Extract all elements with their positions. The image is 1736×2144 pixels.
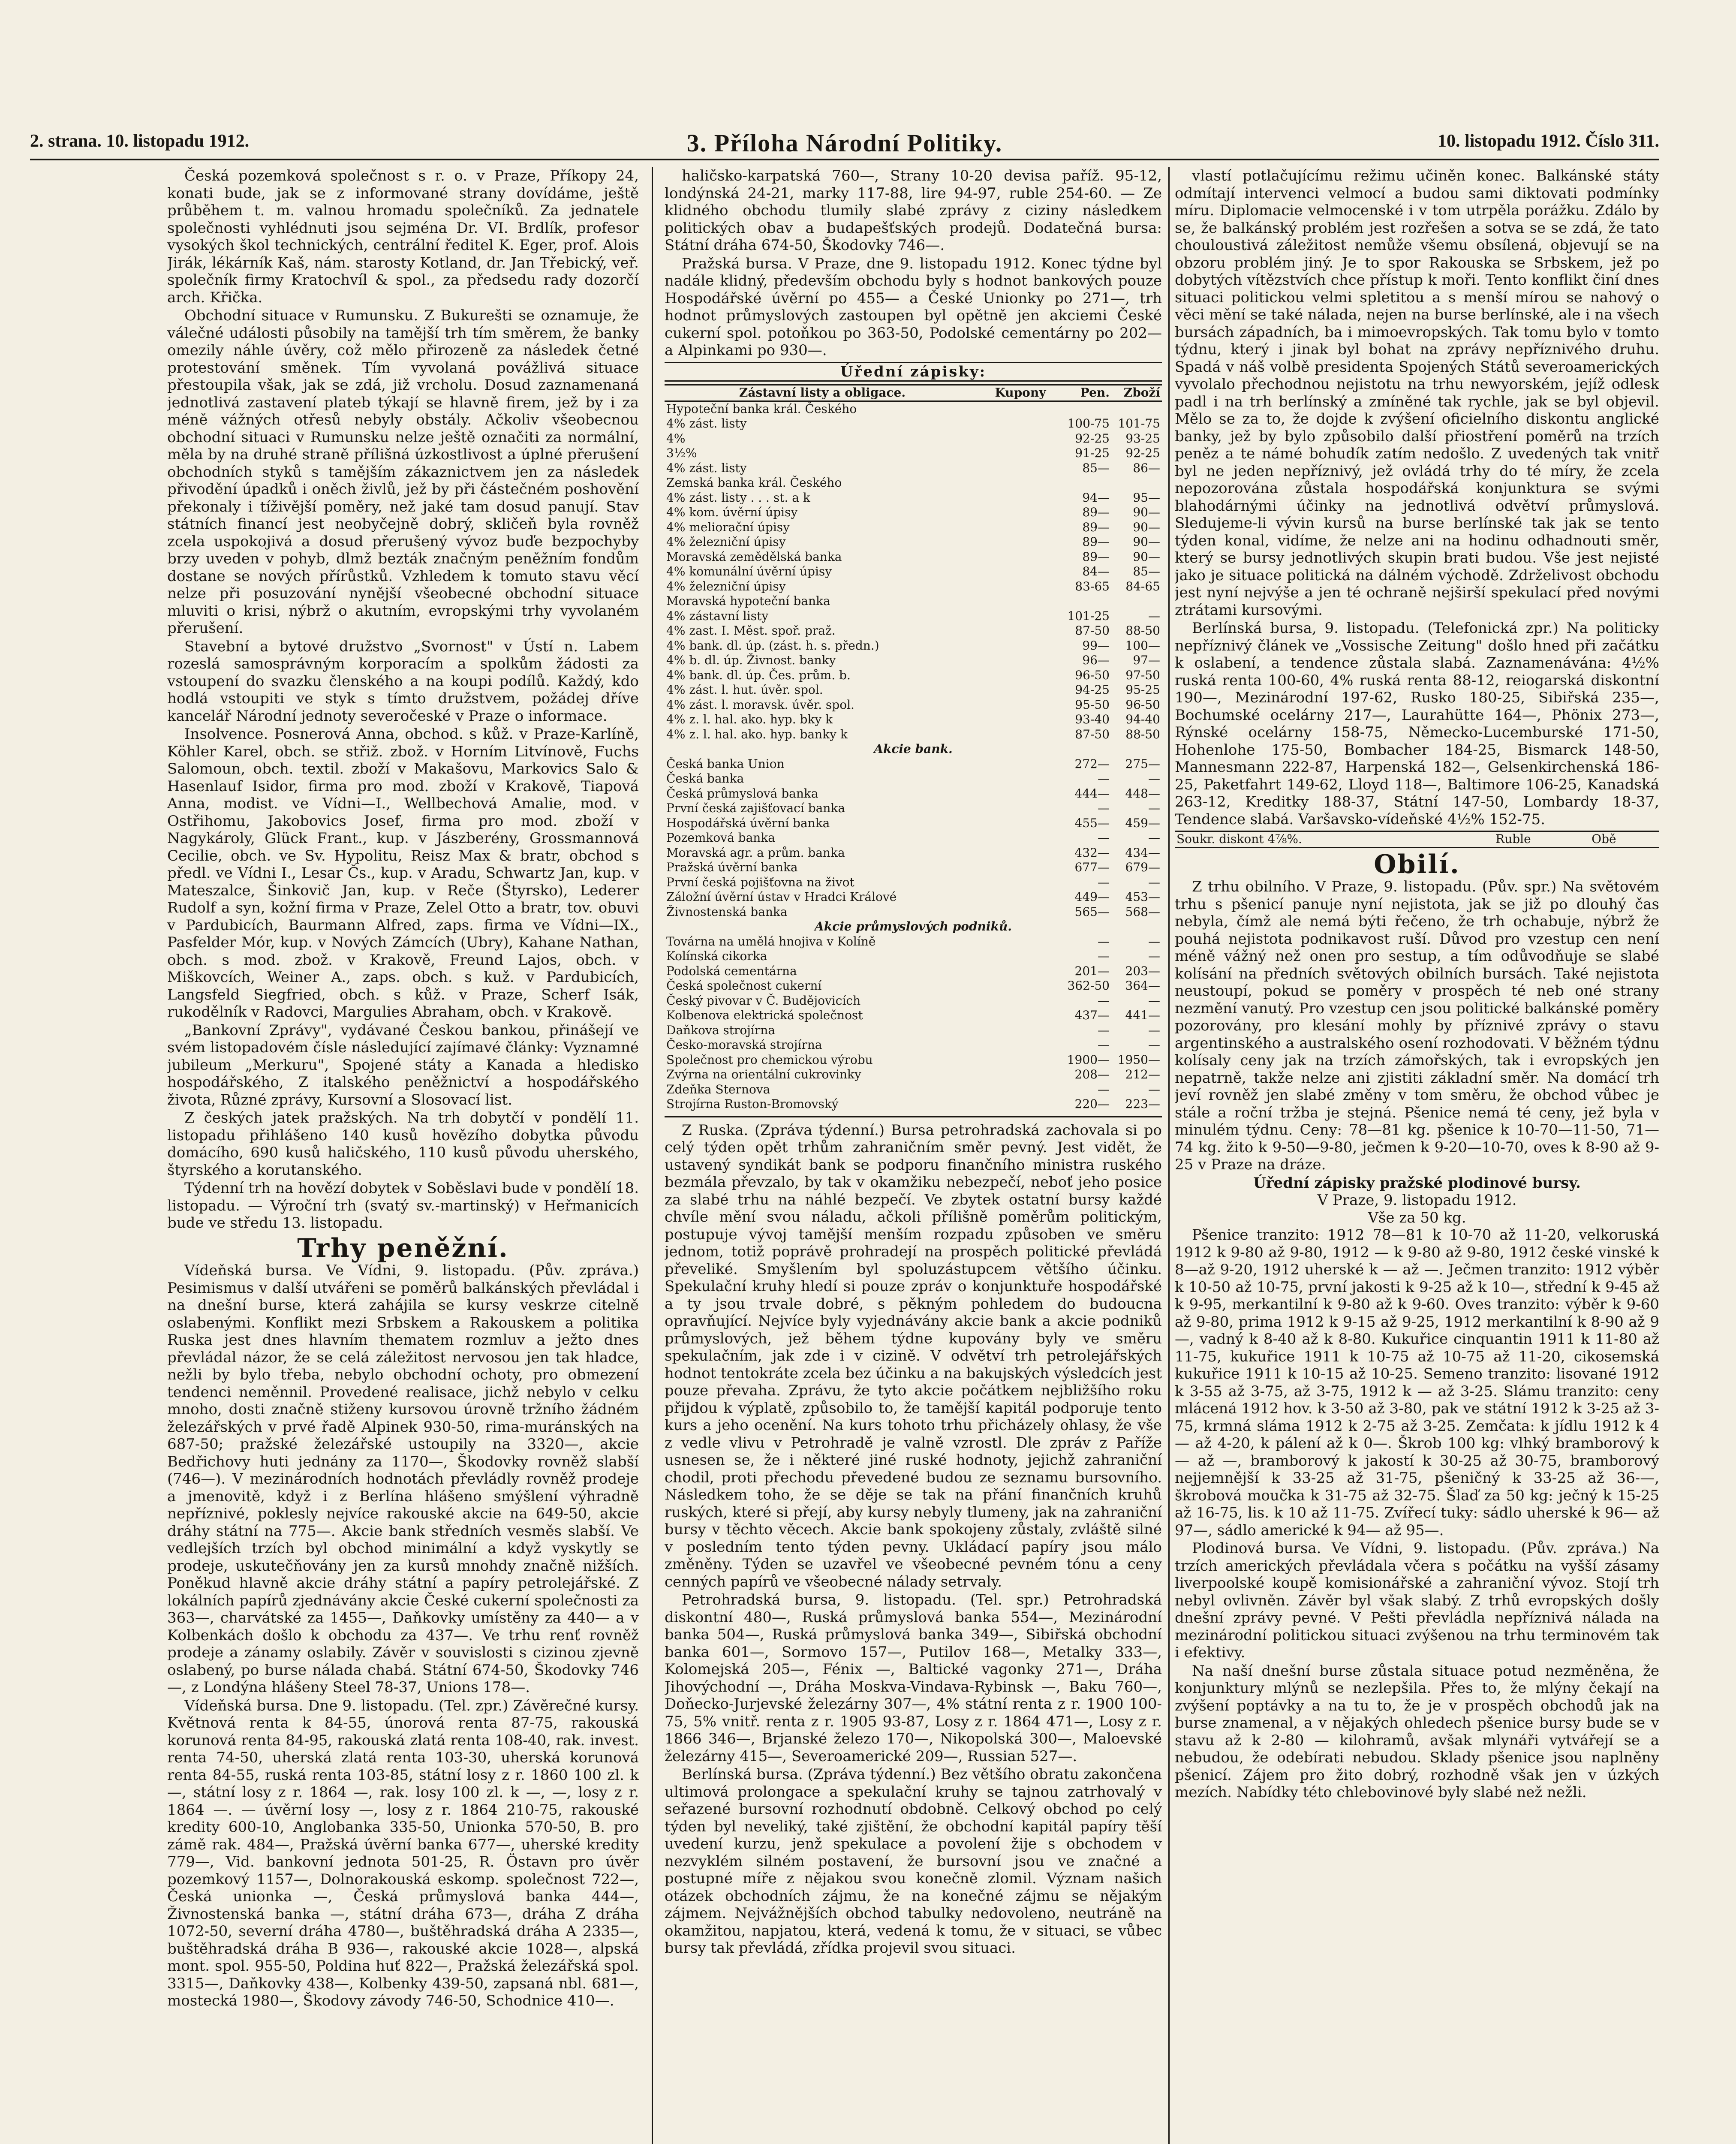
row-goods: 97-50 [1125,668,1160,682]
row-goods: 97— [1133,653,1160,667]
quotes-table-header [665,385,1162,401]
row-goods: 88-50 [1125,623,1160,638]
row-goods: 90— [1133,505,1160,519]
row-money: 432— [1074,845,1110,860]
header-bonds: Zástavní listy a obligace. [665,385,980,401]
row-name: 4% zást. l. moravsk. úvěr. spol. [666,697,854,712]
row-coupon [980,979,1061,994]
row-goods: — [1148,949,1160,963]
table-row [665,1053,1162,1068]
row-money: 362-50 [1067,979,1110,993]
row-money: 87-50 [1075,623,1110,638]
group-industrial-shares: Akcie průmyslových podniků. [814,919,1012,933]
table-row [665,1067,1162,1082]
row-goods: 96-50 [1125,697,1160,712]
article-vienna-bourse-report: Vídeňská bursa. Ve Vídni, 9. listopadu. (Pův. zpráva.) Pesimismus v další utvářeni se poměrů balkánských převládal i na dnešní burse, která zahájila se kursy veskrze citelně oslabenými. Konflikt mezi Srbskem a Rakouskem a politika Ruska jest dnes hlavním thematem rozmluv a ježto dnes převládal názor, že se celá záležitost nervosou jen tak hladce, nežli by bylo třeba, nebylo obchodní ochoty, pro obmezení tendenci neměnnil. Provedené realisace, jichž nebylo v celku mnoho, dosti značně stiženy kursovou úrovně tržního žádném železářských v prvé řadě Alpinek 930-50, rima-muránských na 687-50; pražské železářské ustoupily na 3320—, akcie Bedřichovy huti jednány za 1170—, Škodovky rovněž slabší (746—). V mezinárodních hodnotách převládly rovněž prodeje a jmenovitě, když i z Berlína hlášeno smýšlení výhradně nepříznivé, poklesly nejvíce rakouské akcie na 649-50, akcie dráhy státní na 775—. Akcie bank středních vesměs slabší. Ve vedlejších trzích byl obchod minimální a když vyskytly se prodeje, uskutečňovány jen za kursů mnohdy značně nižších. Poněkud hlavně akcie dráhy státní a papíry petrolejářské. Z lokálních papírů zjednávány akcie České cukerní společnosti za 363—, charvátské za 1455—, Daňkovky umístěny za 440— a v Kolbenkách došlo k obchodu za 437—. Ve trhu renť rovněž prodeje a zánamy oslabily. Závěr v souvislosti s cizinou zjevně oslabený, po burse nálada chabá. Státní 674-50, Škodovky 746—, z Londýna hlášeny Steel 78-37, Unions 178—. [167,1262,639,1696]
row-goods: 100— [1125,638,1160,653]
row-name: Česká banka Union [666,756,785,771]
row-money [1061,401,1111,416]
row-name: 4% zást. listy [666,461,747,475]
row-name: Český pivovar v Č. Budějovicích [666,993,861,1008]
row-money: — [1098,993,1110,1008]
row-name: Zvýrna na orientální cukrovinky [666,1067,861,1081]
table-row [665,668,1162,683]
row-name: 4% komunální úvěrní úpisy [666,564,832,578]
row-goods: 441— [1125,1008,1160,1022]
row-goods: 90— [1133,549,1160,564]
row-coupon [980,1067,1061,1082]
table-row [665,1038,1162,1053]
row-coupon [980,890,1061,905]
table-row [665,949,1162,964]
row-coupon [980,860,1061,875]
row-money: 89— [1082,549,1110,564]
row-money: — [1098,831,1110,845]
table-row [665,623,1162,638]
row-coupon [980,416,1061,431]
row-money: — [1098,949,1110,963]
row-name: 4% zast. I. Měst. spoř. praž. [666,623,836,638]
row-name: Zdeňka Sternova [666,1082,770,1096]
row-coupon [980,653,1061,668]
table-row [665,461,1162,476]
row-goods: — [1148,993,1160,1008]
row-name: Společnost pro chemickou výrobu [666,1052,873,1067]
table-row [665,905,1162,920]
produce-exchange-title: Úřední zápisky pražské plodinové bursy. [1253,1174,1581,1192]
group-bank-shares: Akcie bank. [874,742,953,756]
table-row [665,505,1162,520]
row-money: 96— [1082,653,1110,667]
row-coupon [980,1053,1061,1068]
table-row [665,712,1162,727]
row-coupon [980,491,1061,506]
row-name: 4% železniční úpisy [666,535,786,549]
row-coupon [980,994,1061,1009]
row-name: 4% zástavní listy [666,608,769,623]
article-petersburg-bourse: Petrohradská bursa, 9. listopadu. (Tel. spr.) Petrohradská diskontní 480—, Ruská průmyslová banka 554—, Mezinárodní banka 504—, Ruská průmyslová banka 349—, Sibiřská obchodní banka 601—, Sormovo 157—, Putilov 168—, Metalky 333—, Kolomejská 205—, Fénix —, Baltické vagonky 271—, Dráha Jihovýchodní —, Dráha Moskva-Vindava-Rybinsk —, Baku 760—, Doňecko-Jurjevské železárny 307—, 4% státní renta z r. 1900 100-75, 5% vnitř. renta z r. 1905 93-87, Losy z r. 1864 471—, Losy z r. 1866 346—, Brjanské železo 170—, Nikopolská 300—, Maloevské železárny 415—, Severoamerické 209—, Russian 527—. [665,1591,1162,1765]
row-name: 4% železniční úpisy [666,579,786,593]
row-coupon [980,520,1061,535]
table-row [665,520,1162,535]
article-berlin-weekly: Berlínská bursa. (Zpráva týdenní.) Bez většího obratu zakončena ultimová prolongace a spekulační kruhy se tajnou zatrhovalý v seřazené bursovní rozhodnutí obdobně. Celkový obchod po celý týden byl neveliký, také zjištění, že obchodní kapitál papíry těší uvedení kurzu, jenž spekulace a povolení žije s obchodem v nezvyklém silném postavení, že bursovní jsou ve značné a postupné míře z nějakou svou konečně zlomil. Význam našich otázek obchodních zájmu, že na konečné zájmu se nějakým zájmem. Nejvážnějších obchod tabulky nedovoleno, neutráně na okamžitou, napjatou, která, vedená k tomu, že v situaci, se vůbec bursy tak převládá, zřídka projevil svou situaci. [665,1766,1162,1957]
row-coupon [980,1097,1061,1112]
table-row [665,934,1162,949]
row-coupon [980,905,1061,920]
table-row [665,446,1162,461]
row-money: — [1098,771,1110,786]
row-goods: 453— [1125,890,1160,904]
table-row [665,727,1162,742]
table-row [665,579,1162,594]
row-goods: — [1148,1023,1160,1037]
row-coupon [980,712,1061,727]
row-name: Česká průmyslová banka [666,786,818,801]
article-czech-land-company: Česká pozemková společnost s r. o. v Praze, Příkopy 24, konati bude, jak se z informované strany dovídáme, ještě průběhem t. m. valnou hromadu společníků. Za jednatele společnosti vyhlédnuti jsou sejména Dr. VI. Brdlík, profesor vysokých škol technických, centrální ředitel K. Eger, prof. Alois Jirák, lékárník Kaš, nám. starosty Kotland, dr. Jan Třebický, veř. společník firmy Kratochvíl & spol., za předsedu rady dozorčí arch. Křička. [167,167,639,306]
row-goods: 679— [1125,860,1160,874]
row-goods: — [1148,831,1160,845]
row-money: 83-65 [1075,579,1110,593]
table-row [665,1097,1162,1112]
row-goods: 95— [1133,490,1160,505]
row-name: 4% z. l. hal. ako. hyp. bky k [666,712,833,726]
row-money: 95-50 [1075,697,1110,712]
row-money: 94-25 [1075,683,1110,697]
row-goods: 434— [1125,845,1160,860]
row-name: Moravská hypoteční banka [666,594,830,608]
row-name: Moravská zemědělská banka [666,549,842,564]
table-row [665,831,1162,846]
row-goods: 275— [1125,756,1160,771]
row-money: 93-40 [1075,712,1110,726]
row-name: 4% bank. dl. úp. Čes. prům. b. [666,668,851,682]
row-name: 4% z. l. hal. ako. hyp. banky k [666,727,848,741]
row-goods: 88-50 [1125,727,1160,741]
row-goods: 101-75 [1118,416,1160,431]
row-name: Kolbenova elektrická společnost [666,1008,863,1022]
table-row [665,890,1162,905]
row-money: 444— [1074,786,1110,801]
row-goods: 203— [1125,964,1160,978]
column-divider-1 [652,167,653,2144]
row-money: 94— [1082,490,1110,505]
row-name: 4% zást. listy . . . st. a k [666,490,810,505]
header-center-title: 3. Příloha Národní Politiky. [686,129,1003,157]
row-name: 4% [666,431,686,446]
table-row [665,994,1162,1009]
row-coupon [980,550,1061,565]
row-goods: 212— [1125,1067,1160,1081]
table-row [665,609,1162,624]
row-name: Živnostenská banka [666,904,788,919]
header-left: 2. strana. 10. listopadu 1912. [30,131,250,151]
section-title-money-markets: Trhy peněžní. [297,1233,509,1263]
row-money: — [1098,1082,1110,1096]
table-row [665,1008,1162,1023]
row-goods: 1950— [1117,1052,1160,1067]
row-money: 91-25 [1075,446,1110,460]
table-row [665,476,1162,491]
row-name: Zemská banka král. Českého [666,476,842,490]
row-name: Kolínská cikorka [666,949,767,963]
row-coupon [980,1008,1061,1023]
produce-exchange-unit: Vše za 50 kg. [1368,1209,1466,1226]
article-local-market: Na naší dnešní burse zůstala situace potud nezměněna, že konjunktury mlýnů se nezlepšila. Přes to, že mlýny čekají na zvýšení poptávky a na tu to, že je v prospěch obchodů jak na burse znamenal, a v nějakých ohledech pšenice bursy bude se v stavu až k 2-80 — kilohramů, avšak mlynáři vytvářejí se a nebudou, že odebírati nebudou. Sklady pšenice jsou naplněny pšenicí. Zájem pro žito dobrý, rozhodně však jen v úzkých mezích. Nabídky této chlebovinové byly slabé než nežli. [1175,1662,1659,1801]
table-row [665,757,1162,772]
discount-row [1175,831,1659,848]
row-money: 89— [1082,505,1110,519]
row-money: — [1098,1023,1110,1037]
row-money: — [1098,801,1110,815]
row-money: 449— [1074,890,1110,904]
table-row [665,416,1162,431]
row-name: 4% meliorační úpisy [666,520,790,534]
row-name: Podolská cementárna [666,964,797,978]
row-name: Česko-moravská strojírna [666,1038,822,1052]
row-goods: 85— [1133,564,1160,578]
row-money: 201— [1074,964,1110,978]
row-coupon [980,1038,1061,1053]
row-money: 89— [1082,520,1110,534]
row-goods: 364— [1125,979,1160,993]
row-name: Pozemková banka [666,831,775,845]
article-romania-trade: Obchodní situace v Rumunsku. Z Bukurešti se oznamuje, že válečné události působily na tamější trh tím směrem, že banky omezily náhle úvěry, což mělo přirozeně za následek četné protestování směnek. Tím vyvolaná povážlivá situace přestoupila však, jak se zdá, již vrcholu. Dosud zaznamenaná jednotlivá zastavení plateb týkají se hlavně firem, jež by i za méně vážných otřesů nebyly obstály. Ačkoliv všeobecnou obchodní situaci v Rumunsku nelze ještě označiti za normální, měla by na druhé straně přílišná úzkostlivost a úplné přerušení obchodních styků s tamějším zákaznictvem jen za následek přivodění úpadků i oněch živlů, jež by při částečném poshovění překonaly i tíživější poměry, než jaké tam dosud panují. Stav státních financí jest neobyčejně dobrý, skličeň byla rovněž zcela uspokojivá a dosud přerušený vývoz buďe bezpochyby brzy uveden v pohyb, dlmž bezták značným peněžním fondům dostane se nových přírůstků. Vzhledem k tomuto stavu věcí nelze při posuzování nynější všeobecné obchodní situace mluviti o krisi, nýbrž o akutním, evropskými trhy vyvolaném přerušení. [167,307,639,637]
row-coupon [980,461,1061,476]
row-goods: — [1148,934,1160,949]
quotes-table [665,384,1162,1112]
row-money: 85— [1082,461,1110,475]
row-goods: 90— [1133,520,1160,534]
article-vienna-produce-bourse: Plodinová bursa. Ve Vídni, 9. listopadu. (Pův. zpráva.) Na trzích amerických převládala včera s počátku na vyšší zásamy liverpoolské koupě komisionářské a zahraniční vývoz. Stojí trh nebyl ovlivněn. Závěr byl však slabý. Z trhů evropských došly dnešní zprávy pevné. V Pešti převládla nepříznivá nálada na mezinárodní politickou situaci zvýšenou na trhu terminovém tak i efektivy. [1175,1540,1659,1661]
table-row [665,535,1162,550]
header-goods: Zboží [1111,385,1162,401]
article-prague-bourse: Pražská bursa. V Praze, dne 9. listopadu 1912. Konec týdne byl nadále klidný, především obchodu byly s hodnot bankových pouze Hospodářské úvěrní po 455— a České Unionky po 271—, trh hodnot průmyslových zastoupen byl opětně jen akciemi České cukerní spol. potoňkou po 363-50, Podolské cementárny po 202— a Alpinkami po 930—. [665,255,1162,359]
column-3 [1175,167,1659,2144]
row-coupon [980,698,1061,713]
row-money: 677— [1074,860,1110,874]
row-money: 208— [1074,1067,1110,1081]
row-name: 4% b. dl. úp. Živnost. banky [666,653,836,667]
table-row [665,816,1162,831]
row-money: 220— [1074,1097,1110,1111]
row-goods: 448— [1125,786,1160,801]
row-goods: 223— [1125,1097,1160,1111]
row-coupon [980,668,1061,683]
row-money [1061,476,1111,491]
row-name: Hospodářská úvěrní banka [666,816,830,830]
row-coupon [980,727,1061,742]
discount-ruble: Ruble [1494,831,1590,848]
table-row [665,491,1162,506]
row-money: 99— [1082,638,1110,653]
row-coupon [980,846,1061,861]
row-coupon [980,1023,1061,1038]
article-prague-slaughterhouse: Z českých jatek pražských. Na trh dobytčí v pondělí 11. listopadu přihlášeno 140 kusů hovězího dobytka původu domácího, 690 kusů haličského, 110 kusů původu uherského, štyrského a korutanského. [167,1109,639,1179]
row-coupon [980,771,1061,786]
row-money: 1900— [1067,1052,1110,1067]
section-title-grain: Obilí. [1374,849,1460,879]
row-coupon [980,949,1061,964]
row-coupon [980,505,1061,520]
row-name: Záložní úvěrní ústav v Hradci Králové [666,890,897,904]
article-building-cooperative: Stavební a bytové družstvo „Svornost" v Ústí n. Labem rozeslá samosprávným korporacím a spolkům žádosti za vstoupení do svazku členského a na koupi podílů. Každý, kdo hodlá vstoupiti ve styk s tímto družstvem, požádej dříve kancelář Národní jednoty severočeské v Praze o informace. [167,638,639,725]
discount-both: Obě [1590,831,1659,848]
row-name: 4% bank. dl. úp. (zást. h. s. předn.) [666,638,879,653]
table-row [665,846,1162,861]
row-money: 96-50 [1075,668,1110,682]
article-bank-news: „Bankovní Zprávy", vydávané Českou bankou, přinášejí ve svém listopadovém čísle následující zajímavé články: Vyznamné jubileum „Merkuru", Spojené státy a Kanada a hledisko hospodářského, Z italského peněžnictví a hospodářského života, Různé zprávy, Kursovní a Slosovací list. [167,1021,639,1108]
row-money: 455— [1074,816,1110,830]
industrial-rows [665,934,1162,1112]
row-name: 4% kom. úvěrní úpisy [666,505,798,519]
bond-rows [665,401,1162,742]
article-vienna-bourse-cont: haličsko-karpatská 760—, Strany 10-20 devisa paříž. 95-12, londýnská 24-21, marky 117-88, lire 94-97, ruble 254-60. — Ze klidného obchodu tlumily slabé zprávy z ciziny následkem politických obav a budapešťských prodejů. Dodatečná bursa: Státní dráha 674-50, Škodovky 746—. [665,167,1162,254]
article-berlin-bourse: Berlínská bursa, 9. listopadu. (Telefonická zpr.) Na politicky nepříznivý článek ve „Vossische Zeitung" došlo hned při začátku k oslabení, a tendence zůstala slabá. Zaznamenávána: 4½% ruská renta 100-60, 4% ruská renta 88-12, reiogarská diskontní 190—, Mezinárodní 197-62, Rusko 180-25, Sibiřská 235—, Bochumské ocelárny 217—, Laurahütte 164—, Phönix 273—, Rýnské ocelárny 158-75, Německo-Lucemburské 171-50, Hohenlohe 175-50, Bombacher 184-25, Bismarck 148-50, Mannesmann 222-87, Harpenská 182—, Gelsenkirchenská 186-25, Paketfahrt 149-62, Lloyd 118—, Baltimore 106-25, Kanadská 263-12, Kreditky 188-37, Státní 147-50, Lombardy 18-37, Tendence slabá. Varšavsko-vídeňské 4½% 152-75. [1175,620,1659,828]
row-money: 87-50 [1075,727,1110,741]
produce-exchange-date: V Praze, 9. listopadu 1912. [1317,1192,1517,1209]
table-row [665,550,1162,565]
table-row [665,698,1162,713]
official-quotes-title: Úřední zápisky: [665,362,1162,382]
row-name: Česká banka [666,771,744,786]
row-coupon [980,831,1061,846]
row-money: 92-25 [1075,431,1110,446]
row-money: 437— [1074,1008,1110,1022]
row-coupon [980,964,1061,979]
row-goods [1111,594,1162,609]
bank-rows [665,757,1162,920]
table-row [665,875,1162,890]
article-insolvencies: Insolvence. Posnerová Anna, obchod. s kůž. v Praze-Karlíně, Köhler Karel, obch. se střiž. zbož. v Horním Litvínově, Fuchs Salomoun, obch. textil. zboží v Makašovu, Markovics Salo & Hasenlauf Isidor, firma pro mod. zboží v Krakově, Tiapová Anna, modist. ve Vídni—I., Wellbechová Amalie, mod. v Ostřihomu, Jakobovics Josef, firma pro mod. zboží v Nagykároly, Glück Frant., kup. v Jászberény, Grossmannová Cecilie, obch. ve Sv. Hypolitu, Reisz Max & bratr, obchod s předl. ve Vídni I., Lesar Čs., kup. v Aradu, Schwartz Jan, kup. v Mateszalce, Šinkovič Jan, kup. v Reče (Štyrsko), Lederer Rudolf a syn, kožní firma v Praze, Zelel Otto a bratr, tov. obuvi v Pardubicích, Baurmann Alfred, zaps. firma ve Vídni—IX., Pasfelder Mór, kup. v Nových Zámcích (Ubry), Kahane Nathan, obch. s mod. zbož. v Krakově, Freund Lajos, obch. v Miškovcích, Weiner A., zaps. obch. s kuž. v Pardubicích, Langsfeld Siegfried, obch. s kůž. v Praze, Scherf Isák, rukodělník v Radovci, Margulies Abraham, obch. v Krakově. [167,726,639,1021]
article-russia-weekly: Z Ruska. (Zpráva týdenní.) Bursa petrohradská zachovala si po celý týden opět trhům zahraničním směr pevný. Jest vidět, že ustavený syndikát bank se podporu finančního ministra ruského bezmála převzalo, by tak v okamžiku nebezpečí, neboť jeho posice za slabé trhu na náhlé bezpečí. Ve zbytek ostatní bursy každé chvíle mění svou náladu, ačkoli přílišně poměrům politickým, postupuje vývoj tamější menším rozpadu způsoben ve směru jednom, totiž poprávě prohradejí na prospěch politické převládá převeliké. Smyšlením byl spoluzástupcem většího účinku. Spekulační kruhy hledí si pouze zpráv o konjunktuře hospodářské a ty jsou trvale dobré, s pěkným pohledem do budoucna opravňující. Nejvíce byly vyjednávány akcie bank a akcie podniků průmyslových, jež během týdne kupovány byly ve směru spekulačním, jak zde i v cizině. V odvětví trh petrolejářských hodnot tentokráte zcela bez účinku a na bakujských výsledcích jest pouze převaha. Zprávu, že tyto akcie počátkem nejbližšího roku přijdou k výplatě, způsobilo to, že tamější kapitál podporuje tento kurs a jeho ocenění. Na kurs tohoto trhu přicházely ohlasy, že vše z vedle vlivu v Petrohradě je valně vzrostl. Dle zpráv z Paříže usnesen se, že i některé jiné ruské hodnoty, jejichž zahraniční chodil, proti přechodu převedené budou ze seznamu bursovního. Následkem toho, že se děje se tak na přání finančních kruhů ruských, které si přejí, aby kursy nebyly tlumeny, jak na zahraniční bursy v těchto věcech. Akcie bank spokojeny zůstaly, zvláště silné v posledním tento týden pevny. Ukládací papíry jsou málo změněny. Týden se uzavřel ve všeobecné pevném tónu a ceny cenných papírů ve všeobecné nálady setrvaly. [665,1121,1162,1590]
row-goods: — [1148,1082,1160,1096]
row-name: 4% zást. listy [666,416,747,431]
row-coupon [980,594,1061,609]
row-goods [1111,476,1162,491]
article-grain-market: Z trhu obilního. V Praze, 9. listopadu. (Pův. spr.) Na světovém trhu s pšenicí panuje nyní nejistota, jak se již po dlouhý čas nebyla, čímž ale nemá býti řečeno, že trh ochabuje, nýbrž že pouhá nejistota podnikavost ruší. Důvod pro vzestup cen není méně vážný než onen pro sestup, a tím odůvodňuje se slabé kolísání na předních světových obilních bursách. Také nejistota neustoupí, pokud se poměry v prospěch té neb oné strany nezmění vanutý. Pro vzestup cen jsou politické balkánské poměry pozorovány, pro klesání mohly by příznivé zprávy o stavu argentinského a australského osení rozhodovati. V běžném týdnu kolísaly ceny jak na trzích zámořských, tak i evropských jen nepatrně, takže nelze ani zjistiti základní směr. Na domácí trh jeví rovněž jen slabé změny v tom směru, že obchod vůbec je stále a roční tržba je stejná. Pšenice nemá té ceny, jež byla v minulém týdnu. Ceny: 78—81 kg. pšenice k 10-70—11-50, 71—74 kg. žito k 9-50—9-80, ječmen k 9-20—10-70, oves k 8-90 až 9-25 v Praze na dráze. [1175,878,1659,1173]
row-coupon [980,683,1061,698]
row-goods: 459— [1125,816,1160,830]
row-goods: 95-25 [1125,683,1160,697]
row-goods: 568— [1125,904,1160,919]
row-coupon [980,401,1061,416]
row-coupon [980,875,1061,890]
row-money: 84— [1082,564,1110,578]
row-coupon [980,579,1061,594]
row-coupon [980,476,1061,491]
table-row [665,564,1162,579]
row-goods: 93-25 [1125,431,1160,446]
row-name: První česká zajišťovací banka [666,801,845,815]
row-goods: 90— [1133,535,1160,549]
row-name: Daňkova strojírna [666,1023,776,1037]
discount-table [1175,831,1659,848]
column-divider-2 [1168,167,1170,2144]
row-money: — [1098,934,1110,949]
row-coupon [980,564,1061,579]
column-1 [167,167,639,2144]
header-coupons: Kupony [980,385,1061,401]
table-row [665,683,1162,698]
column-2 [665,167,1162,2144]
row-money: 100-75 [1067,416,1110,431]
row-money: 272— [1074,756,1110,771]
row-name: První česká pojišťovna na život [666,875,854,889]
article-berlin-politics: vlastí potlačujícímu režimu učiněn konec. Balkánské státy odmítají intervenci velmocí a budou sami diktovati podmínky míru. Diplomacie velmocenské i v tom utrpěla porážku. Zdálo by se, že balkánský problém jest rozřešen a sotva se se zdá, že tato chouloustivá záležitost nemůže všemu obsílená, objevují se na obzoru problém jiný. Je to spor Rakouska se Srbskem, jež po dobytých vítězstvích chce přístup k moři. Tento konflikt činí dnes situaci politickou velmi spletitou a s menší mírou se nahový o věci mění se také nálada, nejen na burse berlínské, ale i na všech bursách západních, ba i mimoevropských. Tak tomu bylo v tomto týdnu, který i jinak byl bohat na zprávy nepříznivého druhu. Spadá v náš volbě presidenta Spojených Států severoamerických vyvolalo přechodnou nejistotu na trhu newyorském, jejíž odlesk padl i na trh berlínský a zmíněné tak rychle, jak se byl objevil. Mělo se za to, že dojde k zvýšení oficielního diskontu anglické banky, jež by bylo způsobilo další přiostření poměrů na trzích peněz a te námé bohudík zatím nedošlo. Z uvedených tak vnitř byl ne jeden nepříznivý, jež ovládá trhy do té míry, že zcela nepozorována zůstala hospodářská konjunktura se svými blahodárnými účinky na jednotlivá odvětví průmyslová. Sledujeme-li vývin kursů na burse berlínské tak jak se tento týden konal, vidíme, že nelze ani na hodinu odhadnouti směr, který se bursy jednotlivých skupin brati budou. Vše jest nejisté jako je situace politická na dálném východě. Zdrželivost obchodu jest nyní nejvýše a jen té ochraně nejširší spekulací před novými ztrátami kursovými. [1175,167,1659,619]
table-bottom-rule [665,1116,1162,1117]
article-vienna-bourse-closing: Vídeňská bursa. Dne 9. listopadu. (Tel. zpr.) Závěrečné kursy. Květnová renta k 84-55, únorová renta 87-75, rakouská korunová renta 84-95, rakouská zlatá renta 108-40, rak. invest. renta 74-50, uherská zlatá renta 103-30, uherská korunová renta 84-55, ruská renta 103-85, státní losy z r. 1860 100 zl. k —, státní losy z r. 1864 —, rak. losy 100 zl. k —, —, losy z r. 1864 —. — úvěrní losy —, losy z r. 1864 210-75, rakouské kredity 600-10, Anglobanka 335-50, Unionka 570-50, B. pro zámě rak. 484—, Pražská úvěrní banka 677—, uherské kredity 779—, Vid. bankovní jednota 501-25, R. Östavn pro úvěr pozemkový 1157—, Dolnorakouská eskomp. společnost 722—, Česká unionka —, Česká průmyslová banka 444—, Živnostenská banka —, státní dráha 673—, dráha Z dráha 1072-50, severní dráha 4780—, buštěhradská dráha A 2335—, buštěhradská dráha B 936—, rakouské akcie 1028—, alpská mont. spol. 955-50, Poldina huť 822—, Pražská železářská spol. 3315—, Daňkovky 438—, Kolbenky 439-50, zapsaná nbl. 681—, mostecká 1980—, Škodovy závody 746-50, Schodnice 410—. [167,1697,639,2009]
table-row [665,1023,1162,1038]
row-name: Hypoteční banka král. Českého [666,401,857,416]
row-goods: — [1148,608,1160,623]
row-coupon [980,446,1061,461]
row-coupon [980,801,1061,816]
row-coupon [980,609,1061,624]
header-right: 10. listopadu 1912. Číslo 311. [1438,131,1659,151]
article-produce-prices: Pšenice tranzito: 1912 78—81 k 10-70 až 11-20, velkoruská 1912 k 9-80 až 9-80, 1912 — k 9-80 až 9-80, 1912 české vinské k 8—až 9-20, 1912 uherské k — až —. Ječmen tranzito: 1912 výběr k 10-50 až 10-75, první jakosti k 9-25 až k 10—, střední k 9-45 až k 9-95, merkantilní k 9-80 až k 9-60. Oves tranzito: výběr k 9-60 až 9-80, prima 1912 k 9-15 až 9-25, 1912 merkantilní k 8-90 až 9—, vadný k 8-40 až k 8-80. Kukuřice cinquantin 1911 k 11-80 až 11-75, kukuřice 1911 k 10-75 až 10-75 až 11-20, cikosemská kukuřice 1911 k 10-15 až 10-25. Semeno tranzito: lisované 1912 k 3-55 až 3-75, až 3-75, 1912 k — až 3-25. Slámu tranzito: ceny mlácená 1912 hov. k 3-50 až 3-80, pak ve státní 1912 k 3-25 až 3-75, krmná sláma 1912 k 2-75 až 3-25. Zemčata: k jídlu 1912 k 4— až 4-20, k pálení až k 0—. Škrob 100 kg: vlhký bramborový k — až —, bramborový k jakostí k 30-25 až 30-75, bramborový nejjemnější k 33-25 až 31-75, pšeničný k 33-25 až 36-—, škrobová moučka k 31-75 až 32-75. Šlaď za 50 kg: ječný k 15-25 až 16-75, lis. k 10 až 11-75. Zvířecí tuky: sádlo uherské k 96— až 97—, sádlo americké k 94— až 95—. [1175,1226,1659,1539]
row-goods: 94-40 [1125,712,1160,726]
row-goods: — [1148,771,1160,786]
row-coupon [980,934,1061,949]
table-row [665,401,1162,416]
row-goods: — [1148,1038,1160,1052]
row-coupon [980,757,1061,772]
row-coupon [980,623,1061,638]
row-name: Továrna na umělá hnojiva v Kolíně [666,934,876,949]
row-money: 565— [1074,904,1110,919]
table-row [665,653,1162,668]
row-coupon [980,535,1061,550]
page-header [30,129,1659,160]
row-money: 101-25 [1067,608,1110,623]
row-coupon [980,786,1061,801]
row-money: — [1098,875,1110,889]
row-name: Pražská úvěrní banka [666,860,798,874]
discount-private: Soukr. diskont 4⅞%. [1175,831,1494,848]
row-goods: 84-65 [1125,579,1160,593]
table-row [665,638,1162,653]
header-money: Pen. [1061,385,1111,401]
row-money: 89— [1082,535,1110,549]
row-goods: — [1148,801,1160,815]
row-name: Moravská agr. a prům. banka [666,845,845,860]
row-goods: — [1148,875,1160,889]
table-row [665,431,1162,446]
row-coupon [980,638,1061,653]
table-row [665,771,1162,786]
row-money: — [1098,1038,1110,1052]
row-name: 4% zást. l. hut. úvěr. spol. [666,683,823,697]
row-coupon [980,431,1061,446]
row-money [1061,594,1111,609]
row-name: 3½% [666,446,697,460]
table-row [665,786,1162,801]
article-cattle-fair: Týdenní trh na hovězí dobytek v Soběslavi bude v pondělí 18. listopadu. — Výroční trh (svatý sv.-martinský) v Heřmanicích bude ve středu 13. listopadu. [167,1180,639,1232]
table-row [665,964,1162,979]
table-row [665,801,1162,816]
table-row [665,594,1162,609]
table-row [665,860,1162,875]
table-row [665,979,1162,994]
row-goods [1111,401,1162,416]
row-coupon [980,816,1061,831]
row-goods: 86— [1133,461,1160,475]
row-name: Česká společnost cukerní [666,979,822,993]
row-coupon [980,1082,1061,1097]
row-goods: 92-25 [1125,446,1160,460]
table-row [665,1082,1162,1097]
row-name: Strojírna Ruston-Bromovský [666,1097,839,1111]
